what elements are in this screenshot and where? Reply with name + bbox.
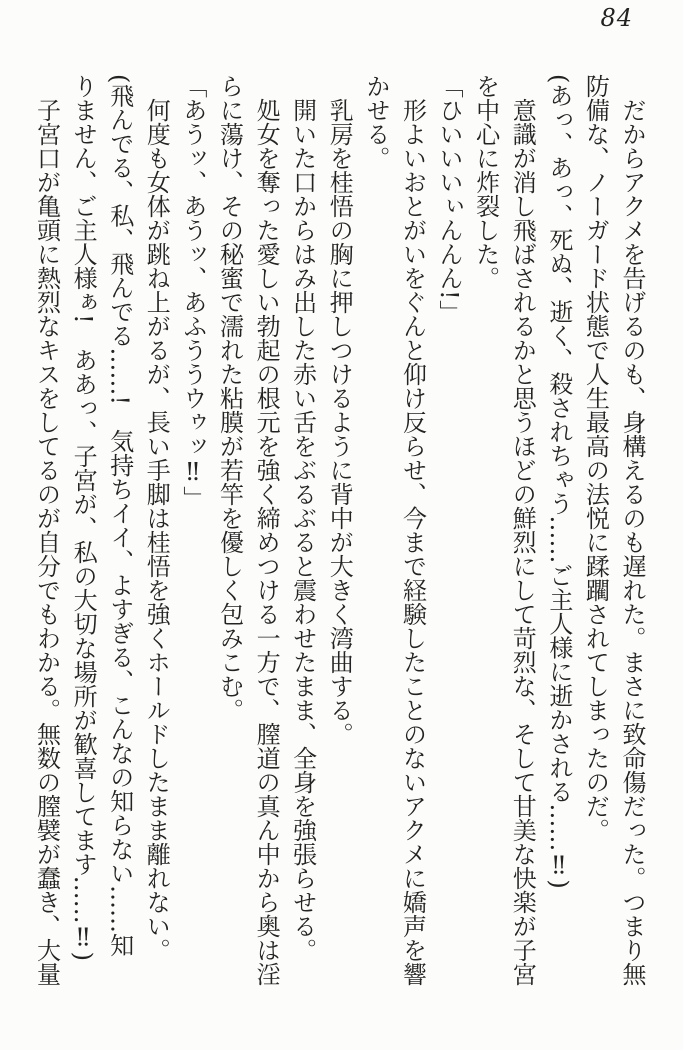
text-line: 意識が消し飛ばされるかと思うほどの鮮烈にして苛烈な、そして甘美な快楽が子宮	[508, 74, 537, 986]
text-line: 「あうッ、あうッ、あふううウゥッ‼」	[178, 74, 207, 510]
text-line: 処女を奪った愛しい勃起の根元を強く締めつける一方で、膣道の真ん中から奥は淫	[252, 74, 281, 986]
text-line: (飛んでる、私、飛んでる……! 気持ちイイ、よすぎる、こんなの知らない……知	[105, 74, 134, 958]
text-line: かせる。	[361, 74, 390, 170]
text-block	[28, 74, 650, 1002]
page-number: 84	[600, 4, 633, 32]
text-line: 子宮口が亀頭に熱烈なキスをしてるのが自分でもわかる。無数の膣襞が蠢き、大量	[32, 74, 61, 986]
text-line: らに蕩け、その秘蜜で濡れた粘膜が若竿を優しく包みこむ。	[215, 74, 244, 722]
text-line: を中心に炸裂した。	[471, 74, 500, 290]
text-line: 「ひいいいぃんんん!」	[435, 74, 464, 324]
text-line: (あっ、あっ、死ぬ、逝く、殺されちゃう……ご主人様に逝かされる……‼)	[544, 74, 573, 889]
text-line: 開いた口からはみ出した赤い舌をぶるぶると震わせたまま、全身を強張らせる。	[288, 74, 317, 962]
text-line: だからアクメを告げるのも、身構えるのも遅れた。まさに致命傷だった。つまり無	[618, 74, 646, 986]
text-line: 形よいおとがいをぐんと仰け反らせ、今まで経験したことのないアクメに嬌声を響	[398, 74, 427, 986]
text-line: 防備な、ノーガード状態で人生最高の法悦に蹂躙されてしまったのだ。	[581, 74, 610, 842]
text-line: 乳房を桂悟の胸に押しつけるように背中が大きく湾曲する。	[325, 74, 354, 746]
text-line: 何度も女体が跳ね上がるが、長い手脚は桂悟を強くホールドしたまま離れない。	[142, 74, 171, 962]
text-line: りません、ご主人様ぁ! ああっ、子宮が、私の大切な場所が歓喜してます……‼)	[69, 74, 98, 962]
